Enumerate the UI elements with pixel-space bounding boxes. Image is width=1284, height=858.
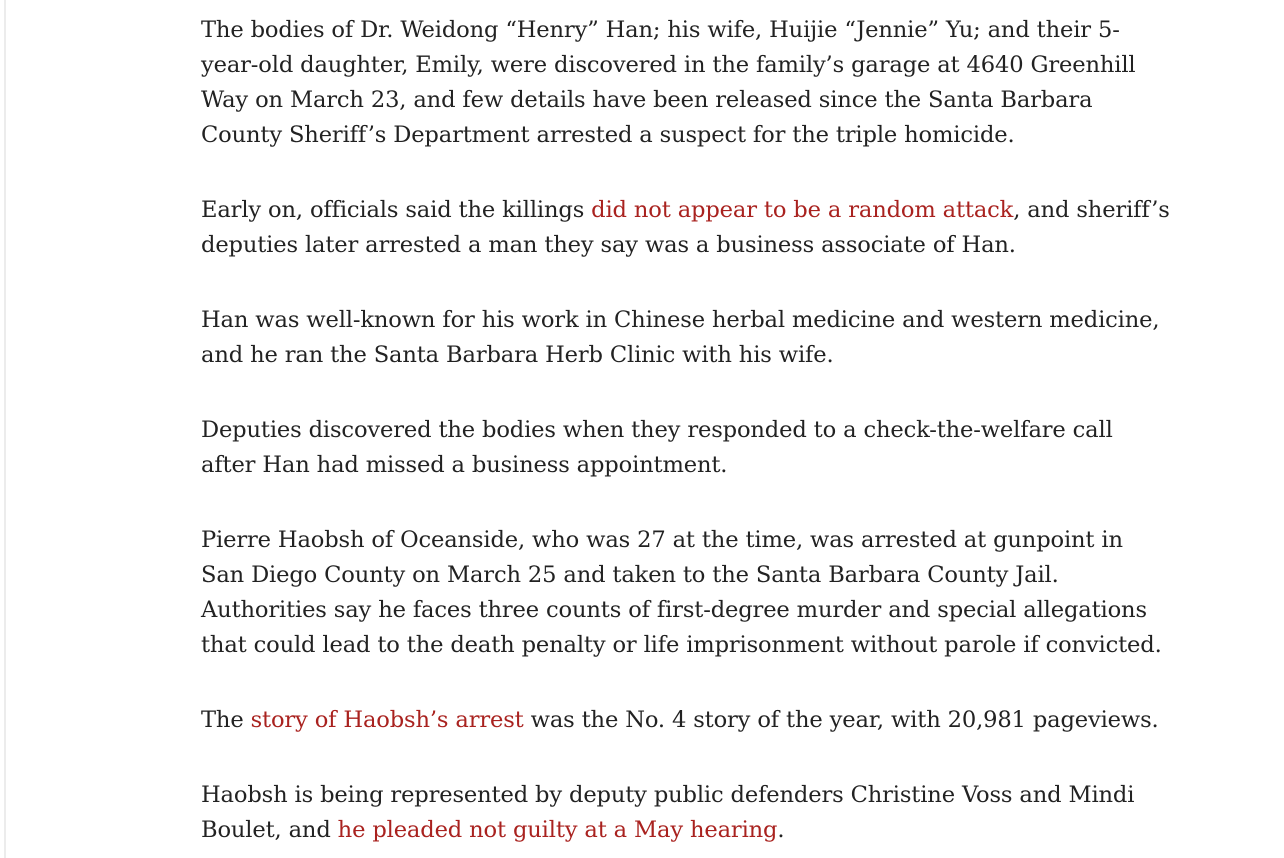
paragraph-haobsh-arrest — [201, 523, 1171, 663]
link-pleaded-not-guilty[interactable]: he pleaded not guilty at a May hearing — [337, 817, 778, 843]
paragraph-text: The bodies of Dr. Weidong “Henry” Han; his wife, Huijie “Jennie” Yu; and their 5-year-old daughter, Emily, were discovered in the family’s garage at 4640 Greenhill Way on March 23, and few details have been released since the Santa Barbara County Sheriff’s Department arrested a suspect for the triple homicide. — [201, 17, 1136, 148]
link-not-random-attack[interactable]: did not appear to be a random attack — [591, 197, 1014, 223]
paragraph-text: Han was well-known for his work in Chinese herbal medicine and western medicine, and he ran the Santa Barbara Herb Clinic with his wife. — [201, 307, 1160, 368]
paragraph-killings-not-random — [201, 193, 1171, 263]
paragraph-text: , and sheriff’s deputies later arrested a man they say was a business associate of Han. — [201, 197, 1170, 258]
paragraph-text: Pierre Haobsh of Oceanside, who was 27 at the time, was arrested at gunpoint in San Diego County on March 25 and taken to the Santa Barbara County Jail. Authorities say he faces three counts of first-degree murder and special allegations that could lead to the death penalty or life imprisonment without parole if convicted. — [201, 527, 1162, 658]
paragraph-text: Haobsh is being represented by deputy public defenders Christine Voss and Mindi Boulet, and — [201, 782, 1135, 843]
paragraph-public-defenders — [201, 778, 1171, 848]
paragraph-text: The — [201, 707, 251, 733]
paragraph-text: Deputies discovered the bodies when they responded to a check-the-welfare call after Han had missed a business appointment. — [201, 417, 1113, 478]
page-left-border — [4, 0, 6, 858]
link-story-of-arrest[interactable]: story of Haobsh’s arrest — [250, 707, 524, 733]
article-body — [201, 13, 1171, 848]
paragraph-text: Early on, officials said the killings — [201, 197, 592, 223]
paragraph-welfare-check — [201, 413, 1171, 483]
paragraph-bodies-discovered — [201, 13, 1171, 153]
paragraph-text: was the No. 4 story of the year, with 20,981 pageviews. — [523, 707, 1159, 733]
paragraph-text: . — [777, 817, 785, 843]
paragraph-story-pageviews — [201, 703, 1171, 738]
paragraph-han-herbal-medicine — [201, 303, 1171, 373]
